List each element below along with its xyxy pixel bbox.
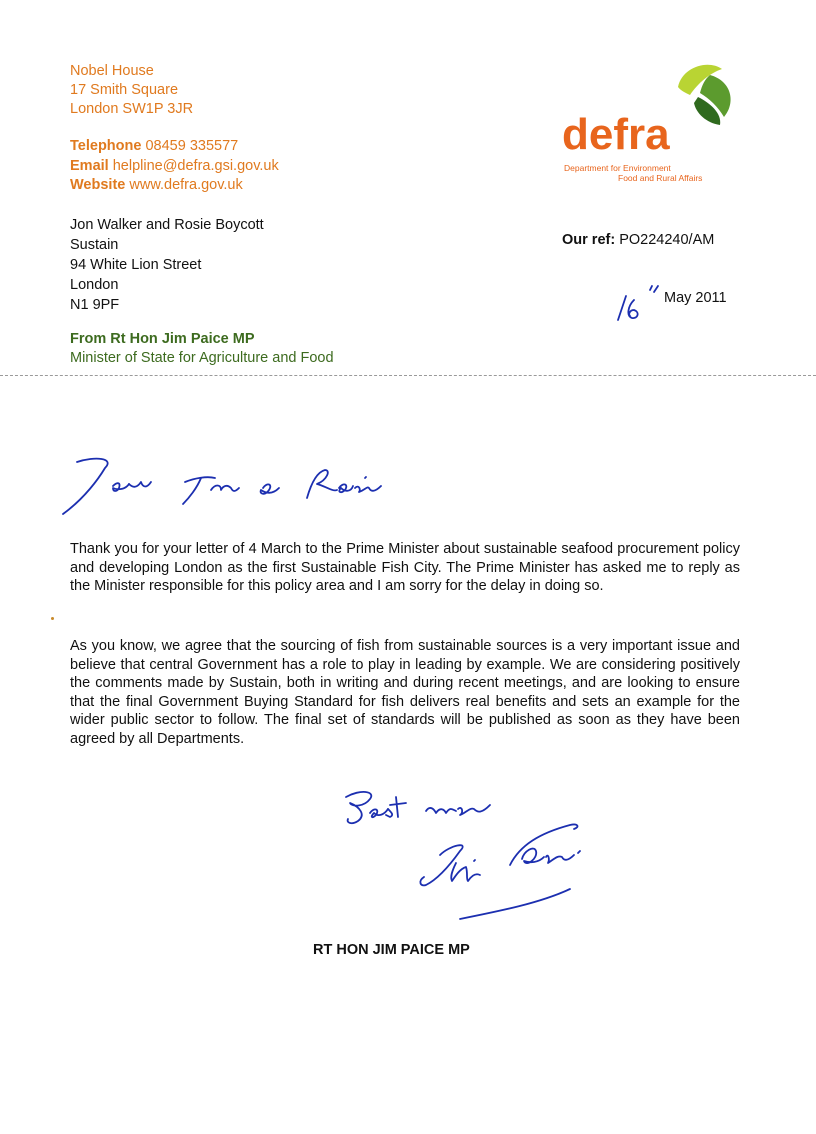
handwritten-salutation	[55, 448, 395, 528]
email-label: Email	[70, 157, 109, 174]
telephone-value: 08459 335577	[145, 138, 239, 154]
email-line	[70, 157, 279, 177]
recipient-line: 94 White Lion Street	[70, 257, 202, 273]
sender-address-line: Nobel House	[70, 63, 154, 79]
website-line	[70, 176, 279, 196]
recipient-line: Jon Walker and Rosie Boycott	[70, 217, 264, 233]
telephone-label: Telephone	[70, 138, 142, 154]
telephone-line	[70, 137, 279, 157]
sender-address-line: London SW1P 3JR	[70, 101, 194, 117]
from-title: Minister of State for Agriculture and Food	[70, 350, 334, 366]
body-paragraph: Thank you for your letter of 4 March to the Prime Minister about sustainable seafood procurement policy and developing London as the first Sustainable Fish City. The Prime Minister has asked me to reply as the Minister responsible for this policy area and I am sorry for the delay in doing so.	[70, 541, 740, 594]
recipient-line: N1 9PF	[70, 297, 120, 313]
signatory-name: RT HON JIM PAICE MP	[313, 942, 470, 958]
body-paragraph: As you know, we agree that the sourcing of fish from sustainable sources is a very important issue and believe that central Government has a role to play in leading by example. We are considering positively the comments made by Sustain, both in writing and during recent meetings, and are looking to ensure that the final Government Buying Standard for fish delivers real benefits and sets an example for the wider public sector to follow. The final set of standards will be published as soon as they have been agreed by all Departments.	[70, 638, 740, 747]
scan-speck	[51, 617, 54, 620]
defra-logo	[560, 55, 740, 185]
recipient-address	[70, 215, 264, 315]
sender-address	[70, 62, 193, 119]
from-name: From Rt Hon Jim Paice MP	[70, 331, 255, 347]
recipient-line: Sustain	[70, 237, 119, 253]
fold-divider	[0, 375, 816, 376]
defra-subtitle-line1: Department for Environment	[564, 163, 671, 173]
contact-details	[70, 137, 279, 196]
defra-wordmark: defra	[562, 110, 670, 159]
date-printed: May 2011	[664, 290, 727, 306]
our-reference	[562, 232, 714, 248]
defra-subtitle-line2: Food and Rural Affairs	[618, 173, 703, 183]
recipient-line: London	[70, 277, 119, 293]
sender-address-line: 17 Smith Square	[70, 82, 179, 98]
website-value: www.defra.gov.uk	[129, 177, 243, 193]
our-reference-label: Our ref:	[562, 232, 616, 248]
website-label: Website	[70, 177, 126, 193]
our-reference-value: PO224240/AM	[619, 232, 715, 248]
email-value: helpline@defra.gsi.gov.uk	[112, 157, 279, 174]
handwritten-signature	[410, 815, 595, 925]
from-block	[70, 330, 334, 368]
